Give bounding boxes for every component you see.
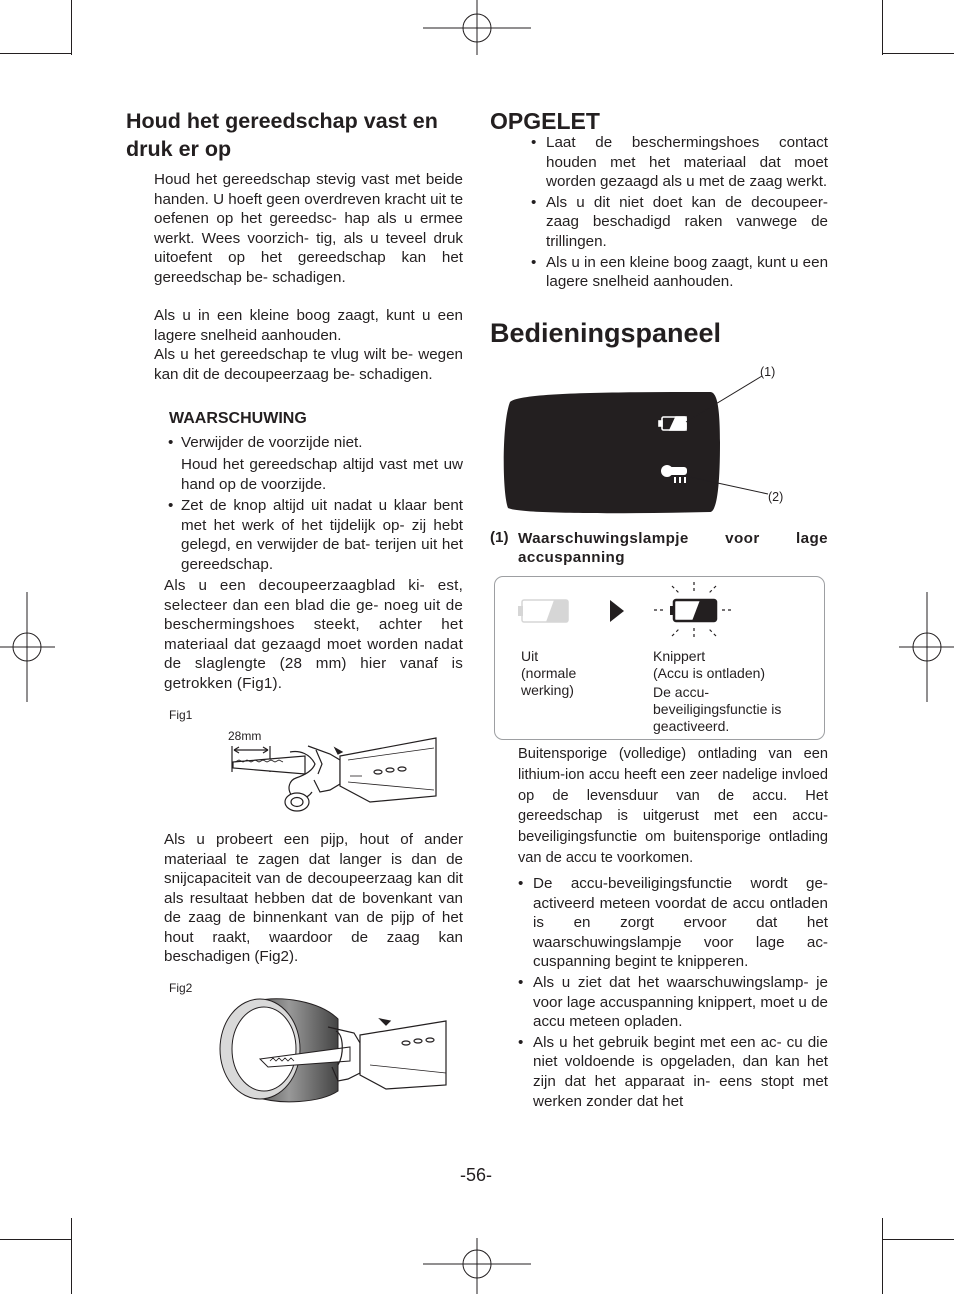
protection-bullet: • Als u ziet dat het waarschuwingslamp- je voor lage accuspanning knippert, moet u de accu meteen opladen. [518,973,828,1032]
arrow-icon [610,600,624,622]
paragraph-small-arc: Als u in een kleine boog zaagt, kunt u een lagere snelheid aanhouden. [154,307,463,344]
state-off-line: Uit [521,648,539,664]
state-off-line: werking) [521,682,574,698]
state-off-text [521,648,576,699]
state-blink-text [653,648,765,682]
paragraph-over-discharge: Buitensporige (volledige) ontlading van een lithium-ion accu heeft een zeer nadelige invloed op de levensduur van de accu. Het gereedschap is uitgerust met een accu-beveiligingsfunctie om buitensporige ontlading van de accu te voorkomen. [518,746,828,866]
paragraph-hold-tool: Houd het gereedschap stevig vast met beide handen. U hoeft geen overdreven kracht uit te oefenen op het gereedsc- hap als u ermee werkt. Wees voorzich- tig, als u teveel druk uitoefent op het gereedschap kan het gereedschap be- schadigen. [154,171,464,286]
caution-list [531,133,828,293]
battery-blinking-icon [654,582,734,638]
warning-subtext: Houd het gereedschap altijd vast met uw hand op de voorzijde. [181,456,463,493]
warning-item-text: Zet de knop altijd uit nadat u klaar bent met het werk of het tijdelijk op- zij hebt gelegd, en verwijder de bat- terijen uit het gereedschap. [181,497,463,573]
item1-title: Waarschuwingslampje voor lage accuspanning [518,530,828,566]
caution-heading: OPGELET [490,108,600,134]
control-panel-heading: Bedieningspaneel [490,318,722,348]
state-blink-line: Knippert [653,648,706,664]
warning-item-text: Verwijder de voorzijde niet. [181,434,363,451]
fig1-dimension-label: 28mm [228,729,262,743]
battery-states-illustration [494,576,824,646]
fig1-label: Fig1 [169,708,193,722]
battery-off-icon [518,600,568,622]
warning-title: WAARSCHUWING [169,410,307,427]
paragraph-blade-selection: Als u een decoupeerzaagblad ki- est, selecteer dan een blad die ge- noeg uit de beschermingshoes steekt, achter het materiaal dat gezaagd moet worden nadat de slaglengte (28 mm) hier vanaf is getrokken (Fig1). [164,577,463,692]
protection-bullets [518,874,828,1112]
state-protection-line: De accu- [653,684,710,700]
control-panel-illustration [500,362,790,518]
protection-bullet: • Als u het gebruik begint met een ac- cu die niet voldoende is opgeladen, dan kan het zijn dat het apparaat in- eens stopt met werken zonder dat het [518,1033,828,1111]
section-heading-hold-tool: Houd het gereedschap vast en druk er op [126,109,438,161]
callout-1: (1) [760,365,776,379]
page-number: -56- [460,1165,493,1185]
callout-2: (2) [768,490,784,504]
protection-bullet: • De accu-beveiligingsfunctie wordt ge- activeerd meteen voordat de accu ontladen is en zorgt ervoor dat het waarschuwingslampje voor lage ac- cuspanning begint te knipperen. [518,874,828,972]
state-protection-line: beveiligingsfunctie is [653,701,782,717]
paragraph-pipe-cutting: Als u probeert een pijp, hout of ander materiaal te zagen dat langer is dan de snijcapaciteit van de decoupeerzaag kan dit als resultaat hebben dat de bovenkant van de zaag de binnenkant van de pijp of het hout raakt, waardoor de zaag kan beschadigen (Fig2). [164,831,463,965]
caution-item: • Laat de beschermingshoes contact houden met het materiaal dat moet worden gezaagd als u met de zaag werkt. [531,133,828,192]
fig1-saw-illustration [230,740,440,840]
caution-item: • Als u dit niet doet kan de decoupeer- zaag beschadigd raken vanwege de trillingen. [531,193,828,252]
fig2-pipe-saw-illustration [220,995,450,1105]
state-blink-line: (Accu is ontladen) [653,665,766,681]
caution-item: • Als u in een kleine boog zaagt, kunt u een lagere snelheid aanhouden. [531,253,828,292]
paragraph-move-fast: Als u het gereedschap te vlug wilt be- wegen kan dit de decoupeerzaag be- schadigen. [154,346,463,383]
item1-number: (1) [490,529,509,546]
state-protection-text [653,684,781,735]
state-off-line: (normale [521,665,577,681]
fig2-label: Fig2 [169,981,193,995]
state-protection-line: geactiveerd. [653,718,730,734]
